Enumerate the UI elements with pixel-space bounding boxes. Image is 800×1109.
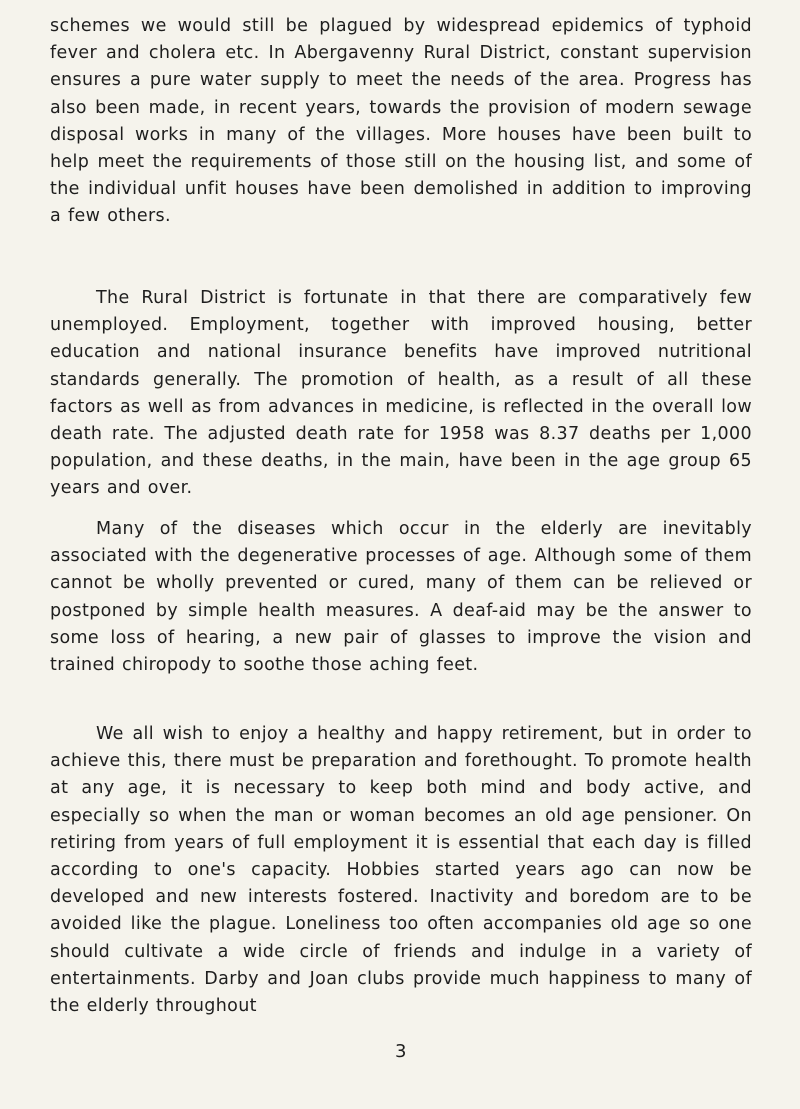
paragraph-3: Many of the diseases which occur in the elderly are inevitably associated with the degenerative processes of age. Although some of them cannot be wholly prevented or cured, many of them can be relieved or postponed by simple health measures. A deaf-aid may be the answer to some loss of hearing, a new pair of glasses to improve the vision and trained chiropody to soothe those aching feet.: [50, 519, 752, 676]
paragraph-4: We all wish to enjoy a healthy and happy retirement, but in order to achieve this, there must be preparation and forethought. To promote health at any age, it is necessary to keep both mind and body active, and especially so when the man or woman becomes an old age pensioner. On retiring from years of full employment it is essential that each day is filled according to one's capacity. Hobbies started years ago can now be developed and new interests fostered. Inactivity and boredom are to be avoided like the plague. Loneliness too often accompanies old age so one should cultivate a wide circle of friends and indulge in a variety of entertainments. Darby and Joan clubs provide much happiness to many of the elderly throughout: [50, 724, 752, 1017]
page-number: 3: [395, 1041, 407, 1062]
paragraph-1: schemes we would still be plagued by widespread epidemics of typhoid fever and cholera etc. In Abergavenny Rural District, constant supervision ensures a pure water supply to meet the needs of the area. Progress has also been made, in recent years, towards the provision of modern sewage disposal works in many of the villages. More houses have been built to help meet the requirements of those still on the housing list, and some of the individual unfit houses have been demolished in addition to improving a few others.: [50, 16, 752, 227]
paragraph-2: The Rural District is fortunate in that there are comparatively few unemployed. Employment, together with improved housing, better education and national insurance benefits have improved nutritional standards generally. The promotion of health, as a result of all these factors as well as from advances in medicine, is reflected in the overall low death rate. The adjusted death rate for 1958 was 8.37 deaths per 1,000 population, and these deaths, in the main, have been in the age group 65 years and over.: [50, 288, 752, 499]
document-page: [50, 0, 752, 1109]
